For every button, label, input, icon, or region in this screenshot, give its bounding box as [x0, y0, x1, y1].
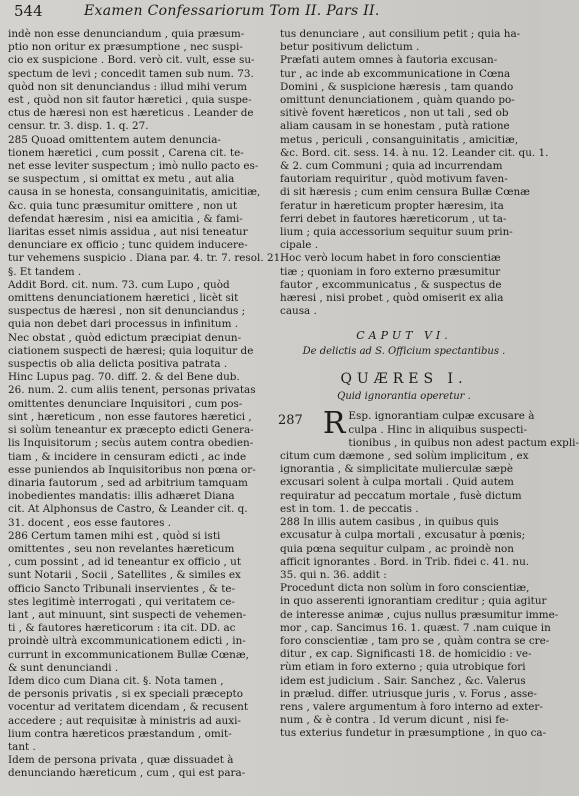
text-line: est in tom. 1. de peccatis .	[280, 502, 419, 515]
paragraph-number: 287	[278, 413, 303, 429]
paragraph-287	[278, 406, 579, 450]
text-line: di sit hæresis ; cum enim censura Bullæ Cœnæ	[280, 186, 530, 199]
running-head: Examen Confessariorum Tom II. Pars II.	[84, 3, 380, 19]
text-line: vocentur ad veritatem dicendam , & recusent	[8, 701, 249, 714]
text-line: ptio non oritur ex præsumptione , nec suspi-	[8, 41, 243, 54]
text-line: est , quòd non sit fautor hæretici , quia suspe-	[8, 94, 252, 107]
text-line: tur vehemens suspicio . Diana par. 4. tr. 7. resol. 21.	[8, 252, 284, 265]
text-line: cio ex suspicione . Bord. verò cit. vult, esse su-	[8, 54, 255, 67]
text-line: censur. tr. 3. disp. 1. q. 27.	[8, 120, 149, 133]
text-line: hæresi , nisi probet , quòd omiserit ex alia	[280, 292, 504, 305]
text-line: 35. qui n. 36. addit :	[280, 568, 387, 581]
text-line: in prælud. differ. utriusque juris , v. Forus , asse-	[280, 687, 537, 700]
text-line: inobedientes mandatis: illis adhæret Diana	[8, 490, 235, 503]
text-line: idem est judicium . Sair. Sanchez , &c. Valerus	[280, 674, 526, 687]
text-line: foro conscientiæ , tam pro se , quàm contra se cre-	[280, 634, 550, 647]
right-column-top-text	[280, 28, 549, 318]
text-line: 286 Certum tamen mihi est , quòd si isti	[8, 529, 221, 542]
text-line: Procedunt dicta non solùm in foro conscientiæ,	[280, 582, 530, 595]
text-line: fautor , excommunicatus , & suspectus de	[280, 278, 502, 291]
text-line: tus exterius fundetur in præsumptione , in quo ca-	[280, 727, 547, 740]
text-line: Idem de persona privata , quæ dissuadet à	[8, 754, 234, 767]
text-line: betur positivum delictum .	[280, 41, 420, 54]
text-line: suspectis ob alia delicta positiva patrata .	[8, 358, 228, 371]
text-line: Nec obstat , quòd edictum præcipiat denun-	[8, 331, 242, 344]
text-line: indè non esse denunciandum , quia præsum-	[8, 28, 245, 40]
text-line: si solùm teneantur ex præcepto edicti Genera-	[8, 424, 254, 437]
text-line: §. Et tandem .	[8, 265, 82, 278]
text-line: esse puniendos ab Inquisitoribus non pœna or-	[8, 463, 256, 476]
text-line: tiam , & incidere in censuram edicti , ac inde	[8, 450, 247, 463]
chapter-heading: CAPUT VI.	[356, 329, 452, 343]
question-subtitle: Quid ignorantia operetur .	[337, 391, 471, 403]
text-line: & sunt denunciandi .	[8, 661, 119, 674]
text-line: accedere ; aut requisitæ à ministris ad auxi-	[8, 714, 241, 727]
text-line: omittens denunciationem hæretici , licèt sit	[8, 292, 239, 305]
text-line: sunt Notarii , Socii , Satellites , & similes ex	[8, 569, 241, 582]
text-line: 285 Quoad omittentem autem denuncia-	[8, 133, 221, 146]
text-line: lium contra hæreticos præstandum , omit-	[8, 727, 232, 740]
question-heading: QUÆRES I.	[340, 371, 468, 388]
text-line: lis Inquisitorum ; secùs autem contra obedien-	[8, 437, 254, 450]
text-line: tant .	[8, 740, 36, 753]
text-line: omittentes , seu non revelantes hæreticum	[8, 542, 235, 555]
text-line: ditur , ex cap. Significasti 18. de homicidio : ve-	[280, 648, 532, 661]
text-line: ciationem suspecti de hæresi; quia loquitur de	[8, 344, 254, 357]
text-line: num , & è contra . Id verum dicunt , nisi fe-	[280, 714, 509, 727]
text-line: 31. docent , eos esse fautores .	[8, 516, 172, 529]
text-line: afficit ignorantes . Bord. in Trib. fidei c. 41. nu.	[280, 555, 530, 568]
text-line: aliam causam in se honestam , putà ratione	[280, 120, 510, 133]
text-line: omittunt denunciationem , quàm quando po-	[280, 94, 515, 107]
text-line: sitivè fovent hæreticos , non ut tali , sed ob	[280, 107, 509, 120]
text-line: tionem hæretici , cum possit , Carena cit. te-	[8, 146, 244, 159]
text-line: 288 In illis autem casibus , in quibus quis	[280, 516, 499, 529]
text-line: rens , valere argumentum à foro interno ad exter-	[280, 700, 543, 713]
text-line: feratur in hæreticum propter hæresim, ita	[280, 199, 504, 212]
text-line: ferri debet in fautores hæreticorum , ut ta-	[280, 212, 507, 225]
chapter-subtitle: De delictis ad S. Officium spectantibus .	[302, 346, 506, 358]
text-line: omittentes denunciare Inquisitori , cum pos-	[8, 397, 243, 410]
text-line: currunt in excommunicationem Bullæ Cœnæ,	[8, 648, 249, 661]
text-line: proindè ultrà excommunicationem edicti , in-	[8, 635, 246, 648]
drop-cap: R	[322, 406, 346, 442]
text-line: excusatur à culpa mortali , excusatur à pœnis;	[280, 529, 526, 542]
text-line: excusari solent à culpa mortali . Quid autem	[280, 476, 514, 489]
text-line: officio Sancto Tribunali inservientes , & te-	[8, 582, 236, 595]
left-column	[8, 28, 284, 781]
text-line: Addit Bord. cit. num. 73. cum Lupo , quòd	[8, 278, 230, 291]
text-line: &c. quia tunc præsumitur omittere , non ut	[8, 199, 238, 212]
text-line: fautoriam requiritur , quòd motivum faven-	[280, 173, 508, 186]
text-line: liaritas esset nimis assidua , aut nisi teneatur	[8, 226, 248, 239]
text-line: causa in se honesta, consanguinitatis, amicitiæ,	[8, 186, 261, 199]
text-line: quia pœna sequitur culpam , ac proindè non	[280, 542, 514, 555]
text-line: tionibus , in quibus non adest pactum expli-	[348, 436, 579, 449]
text-line: metus , periculi , consanguinitatis , amicitiæ,	[280, 133, 519, 146]
text-line: cit. At Alphonsus de Castro, & Leander cit. q.	[8, 503, 248, 516]
text-line: stes legitimè interrogati , qui veritatem ce-	[8, 595, 235, 608]
text-line: tur , ac inde ab excommunicatione in Cœna	[280, 67, 511, 80]
text-line: de interesse animæ , cujus nullus præsumitur imme-	[280, 608, 559, 621]
text-line: Esp. ignorantiam culpæ excusare à	[348, 410, 535, 423]
text-line: denunciare ex officio ; tunc quidem inducere-	[8, 239, 248, 252]
text-line: ti , & fautores hæreticorum : ita cit. DD. ac	[8, 622, 236, 635]
text-line: requiratur ad peccatum mortale , fusè dictum	[280, 489, 522, 502]
text-line: rùm etiam in foro externo ; quia utrobique fori	[280, 661, 526, 674]
text-line: Præfati autem omnes à fautoria excusan-	[280, 54, 498, 67]
text-line: & 2. cum Communi ; quia ad incurrendam	[280, 160, 503, 173]
text-line: Idem dico cum Diana cit. §. Nota tamen ,	[8, 674, 224, 687]
text-line: dinaria fautorum , sed ad arbitrium tamquam	[8, 476, 248, 489]
text-line: denunciando hæreticum , cum , qui est para-	[8, 767, 246, 780]
text-line: net esse leviter suspectum ; imò nullo pacto es-	[8, 160, 259, 173]
text-line: spectum de levi ; concedit tamen sub num. 73.	[8, 67, 254, 80]
text-line: sint , hæreticum , non esse fautores hæretici ,	[8, 410, 252, 423]
text-line: de personis privatis , si ex speciali præcepto	[8, 688, 243, 701]
text-line: , cum possint , ad id teneantur ex officio , ut	[8, 556, 242, 569]
text-line: se suspectum , si omittat ex metu , aut alia	[8, 173, 235, 186]
page-header	[0, 0, 539, 26]
text-line: in quo asserenti ignorantiam creditur ; quia agitur	[280, 595, 547, 608]
page-number: 544	[14, 2, 43, 20]
text-line: Hoc verò locum habet in foro conscientiæ	[280, 252, 501, 265]
text-line: Hinc Lupus pag. 70. diff. 2. & del Bene dub.	[8, 371, 240, 384]
text-line: ctus de hæresi non est hæreticus . Leander de	[8, 107, 254, 120]
text-line: suspectus de hæresi , non sit denunciandus ;	[8, 305, 246, 318]
right-column	[278, 28, 579, 741]
text-line: mor , cap. Sancimus 16. 1. quæst. 7 .nam cuique in	[280, 621, 551, 634]
text-line: ignorantia , & simplicitate mulierculæ sæpè	[280, 463, 513, 476]
text-line: cipale .	[280, 239, 319, 252]
text-line: Domini , & suspicione hæresis , tam quando	[280, 80, 514, 93]
text-line: lant , aut minuunt, sint suspecti de vehemen-	[8, 608, 247, 621]
text-line: tiæ ; quoniam in foro externo præsumitur	[280, 265, 501, 278]
text-line: culpa . Hinc in aliquibus suspecti-	[348, 423, 528, 436]
text-line: 26. num. 2. cum aliis tenent, personas privatas	[8, 384, 256, 397]
text-line: causa .	[280, 305, 317, 318]
text-line: citum cum dæmone , sed solùm implicitum , ex	[280, 450, 529, 463]
text-line: &c. Bord. cit. sess. 14. à nu. 12. Leander cit. qu. 1.	[280, 146, 549, 159]
text-line: lium ; quia accessorium sequitur suum prin-	[280, 226, 513, 239]
text-line: quia non debet dari processus in infinitum .	[8, 318, 239, 331]
text-line: tus denunciare , aut consilium petit ; quia ha-	[280, 28, 521, 40]
text-line: quòd non sit denunciandus : illud mihi verum	[8, 80, 247, 93]
text-line: defendat hæresim , nisi ea amicitia , & fami-	[8, 212, 243, 225]
right-column-bottom-text	[280, 450, 559, 740]
